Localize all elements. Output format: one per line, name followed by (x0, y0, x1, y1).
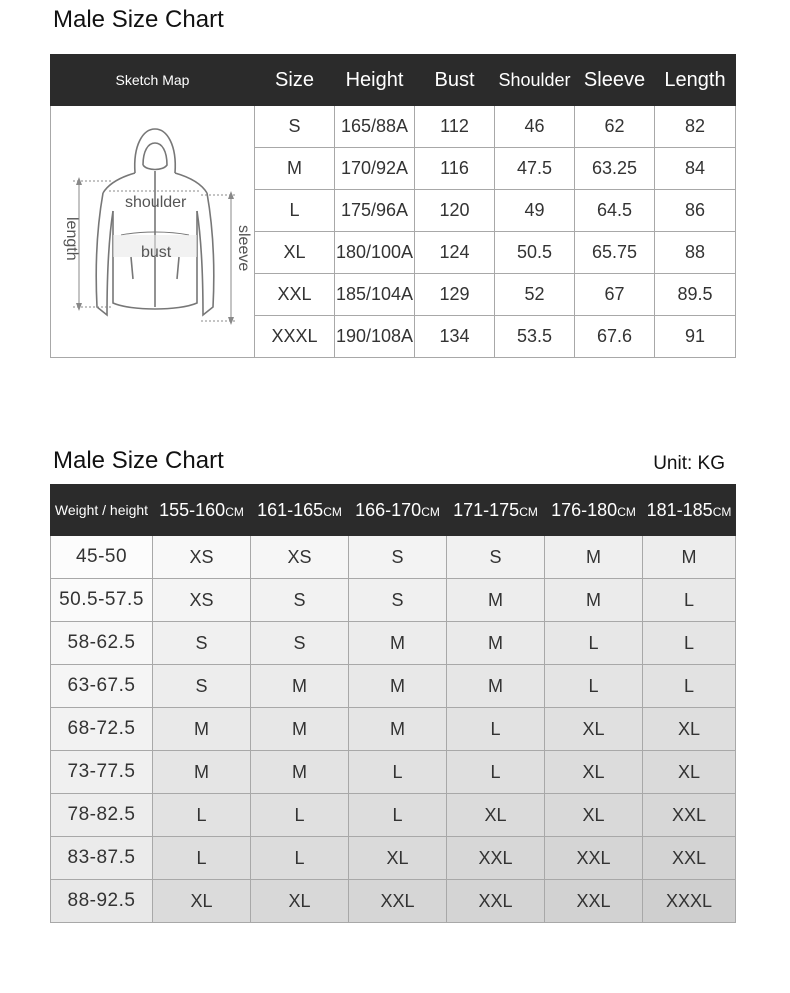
cell-size: M (251, 708, 349, 751)
cell-size: XL (545, 708, 643, 751)
height-range-label: 176-180 (551, 499, 618, 520)
header-size: Size (255, 55, 335, 106)
height-range-label: 161-165 (257, 499, 324, 520)
table-row (51, 106, 736, 148)
cell-height: 180/100A (335, 232, 415, 274)
cell-size: M (349, 622, 447, 665)
height-unit-label: CM (225, 504, 244, 519)
cell-size: XL (643, 708, 736, 751)
cell-sleeve: 64.5 (575, 190, 655, 232)
cell-size: L (545, 622, 643, 665)
cell-shoulder: 47.5 (495, 148, 575, 190)
cell-size: XXL (447, 880, 545, 923)
height-range-label: 171-175 (453, 499, 520, 520)
header-weight-height: Weight / height (51, 485, 153, 536)
sketch-label-sleeve: sleeve (235, 224, 252, 271)
table-row (51, 579, 736, 622)
cell-size: S (255, 106, 335, 148)
cell-length: 88 (655, 232, 736, 274)
header-bust: Bust (415, 55, 495, 106)
cell-length: 82 (655, 106, 736, 148)
height-range-label: 181-185 (646, 499, 713, 520)
cell-size: XS (251, 536, 349, 579)
height-range-label: 166-170 (355, 499, 422, 520)
table-row (51, 751, 736, 794)
cell-length: 89.5 (655, 274, 736, 316)
cell-bust: 124 (415, 232, 495, 274)
cell-size: L (251, 794, 349, 837)
sketch-label-shoulder: shoulder (125, 193, 187, 211)
cell-height: 190/108A (335, 316, 415, 358)
height-unit-label: CM (617, 504, 636, 519)
size-table-header-row (51, 55, 736, 106)
cell-size: M (545, 536, 643, 579)
sketch-map-cell (51, 106, 255, 358)
sketch-label-bust: bust (141, 243, 172, 261)
cell-size: XXL (545, 880, 643, 923)
weight-height-table (50, 484, 736, 923)
cell-size: XXL (349, 880, 447, 923)
table-row (51, 794, 736, 837)
height-unit-label: CM (519, 504, 538, 519)
cell-shoulder: 50.5 (495, 232, 575, 274)
cell-size: M (447, 579, 545, 622)
sketch-label-length: length (63, 216, 80, 261)
cell-size: M (349, 665, 447, 708)
cell-height: 170/92A (335, 148, 415, 190)
cell-size: XXL (643, 837, 736, 880)
cell-size: S (153, 665, 251, 708)
header-height-range (251, 485, 349, 536)
cell-size: XL (255, 232, 335, 274)
cell-size: S (153, 622, 251, 665)
height-range-label: 155-160 (159, 499, 226, 520)
height-unit-label: CM (712, 504, 732, 519)
cell-length: 86 (655, 190, 736, 232)
header-height-range (545, 485, 643, 536)
cell-height: 185/104A (335, 274, 415, 316)
cell-size: XL (349, 837, 447, 880)
cell-size: M (349, 708, 447, 751)
table-row (51, 708, 736, 751)
cell-size: XL (643, 751, 736, 794)
table-row (51, 880, 736, 923)
cell-length: 91 (655, 316, 736, 358)
cell-weight-range: 83-87.5 (51, 837, 153, 880)
cell-size: M (545, 579, 643, 622)
cell-size: M (255, 148, 335, 190)
cell-shoulder: 53.5 (495, 316, 575, 358)
height-unit-label: CM (421, 504, 440, 519)
cell-size: L (349, 794, 447, 837)
cell-bust: 129 (415, 274, 495, 316)
cell-size: L (545, 665, 643, 708)
cell-size: M (447, 665, 545, 708)
cell-size: XL (447, 794, 545, 837)
cell-sleeve: 62 (575, 106, 655, 148)
cell-size: XS (153, 579, 251, 622)
header-shoulder: Shoulder (495, 55, 575, 106)
cell-bust: 116 (415, 148, 495, 190)
header-height-range (349, 485, 447, 536)
cell-size: XXXL (643, 880, 736, 923)
cell-sleeve: 67 (575, 274, 655, 316)
header-height-range (447, 485, 545, 536)
cell-bust: 134 (415, 316, 495, 358)
cell-size: M (153, 751, 251, 794)
cell-size: L (153, 837, 251, 880)
height-unit-label: CM (323, 504, 342, 519)
table-row (51, 665, 736, 708)
table-row (51, 622, 736, 665)
cell-size: S (349, 536, 447, 579)
cell-bust: 112 (415, 106, 495, 148)
table-row (51, 536, 736, 579)
table-row (51, 837, 736, 880)
cell-sleeve: 65.75 (575, 232, 655, 274)
cell-size: XL (153, 880, 251, 923)
cell-size: XXL (255, 274, 335, 316)
cell-weight-range: 73-77.5 (51, 751, 153, 794)
size-measurement-table (50, 54, 736, 358)
cell-size: XL (251, 880, 349, 923)
cell-size: M (447, 622, 545, 665)
cell-bust: 120 (415, 190, 495, 232)
cell-height: 165/88A (335, 106, 415, 148)
unit-label: Unit: KG (653, 453, 725, 474)
size-chart-title: Male Size Chart (53, 6, 224, 33)
cell-shoulder: 52 (495, 274, 575, 316)
cell-length: 84 (655, 148, 736, 190)
jacket-sketch (51, 107, 255, 357)
cell-height: 175/96A (335, 190, 415, 232)
header-length: Length (655, 55, 736, 106)
header-height: Height (335, 55, 415, 106)
cell-size: XL (545, 751, 643, 794)
cell-size: S (251, 579, 349, 622)
cell-size: L (255, 190, 335, 232)
cell-size: M (643, 536, 736, 579)
cell-size: L (643, 579, 736, 622)
cell-weight-range: 58-62.5 (51, 622, 153, 665)
cell-size: M (251, 665, 349, 708)
cell-shoulder: 49 (495, 190, 575, 232)
cell-size: XXL (545, 837, 643, 880)
cell-size: XXL (643, 794, 736, 837)
cell-size: L (643, 665, 736, 708)
cell-weight-range: 63-67.5 (51, 665, 153, 708)
header-sleeve: Sleeve (575, 55, 655, 106)
cell-size: L (251, 837, 349, 880)
header-height-range (153, 485, 251, 536)
cell-size: S (251, 622, 349, 665)
cell-size: M (153, 708, 251, 751)
header-height-range (643, 485, 736, 536)
cell-size: S (447, 536, 545, 579)
weight-table-header-row (51, 485, 736, 536)
cell-shoulder: 46 (495, 106, 575, 148)
cell-sleeve: 67.6 (575, 316, 655, 358)
cell-size: XXXL (255, 316, 335, 358)
cell-size: XS (153, 536, 251, 579)
header-sketch-map: Sketch Map (51, 55, 255, 106)
cell-sleeve: 63.25 (575, 148, 655, 190)
cell-weight-range: 88-92.5 (51, 880, 153, 923)
cell-size: XXL (447, 837, 545, 880)
weight-chart-title: Male Size Chart (53, 447, 224, 474)
cell-size: L (447, 751, 545, 794)
cell-size: XL (545, 794, 643, 837)
cell-weight-range: 50.5-57.5 (51, 579, 153, 622)
cell-size: M (251, 751, 349, 794)
cell-weight-range: 45-50 (51, 536, 153, 579)
cell-size: L (153, 794, 251, 837)
cell-size: L (447, 708, 545, 751)
cell-weight-range: 78-82.5 (51, 794, 153, 837)
cell-weight-range: 68-72.5 (51, 708, 153, 751)
cell-size: L (643, 622, 736, 665)
cell-size: L (349, 751, 447, 794)
cell-size: S (349, 579, 447, 622)
